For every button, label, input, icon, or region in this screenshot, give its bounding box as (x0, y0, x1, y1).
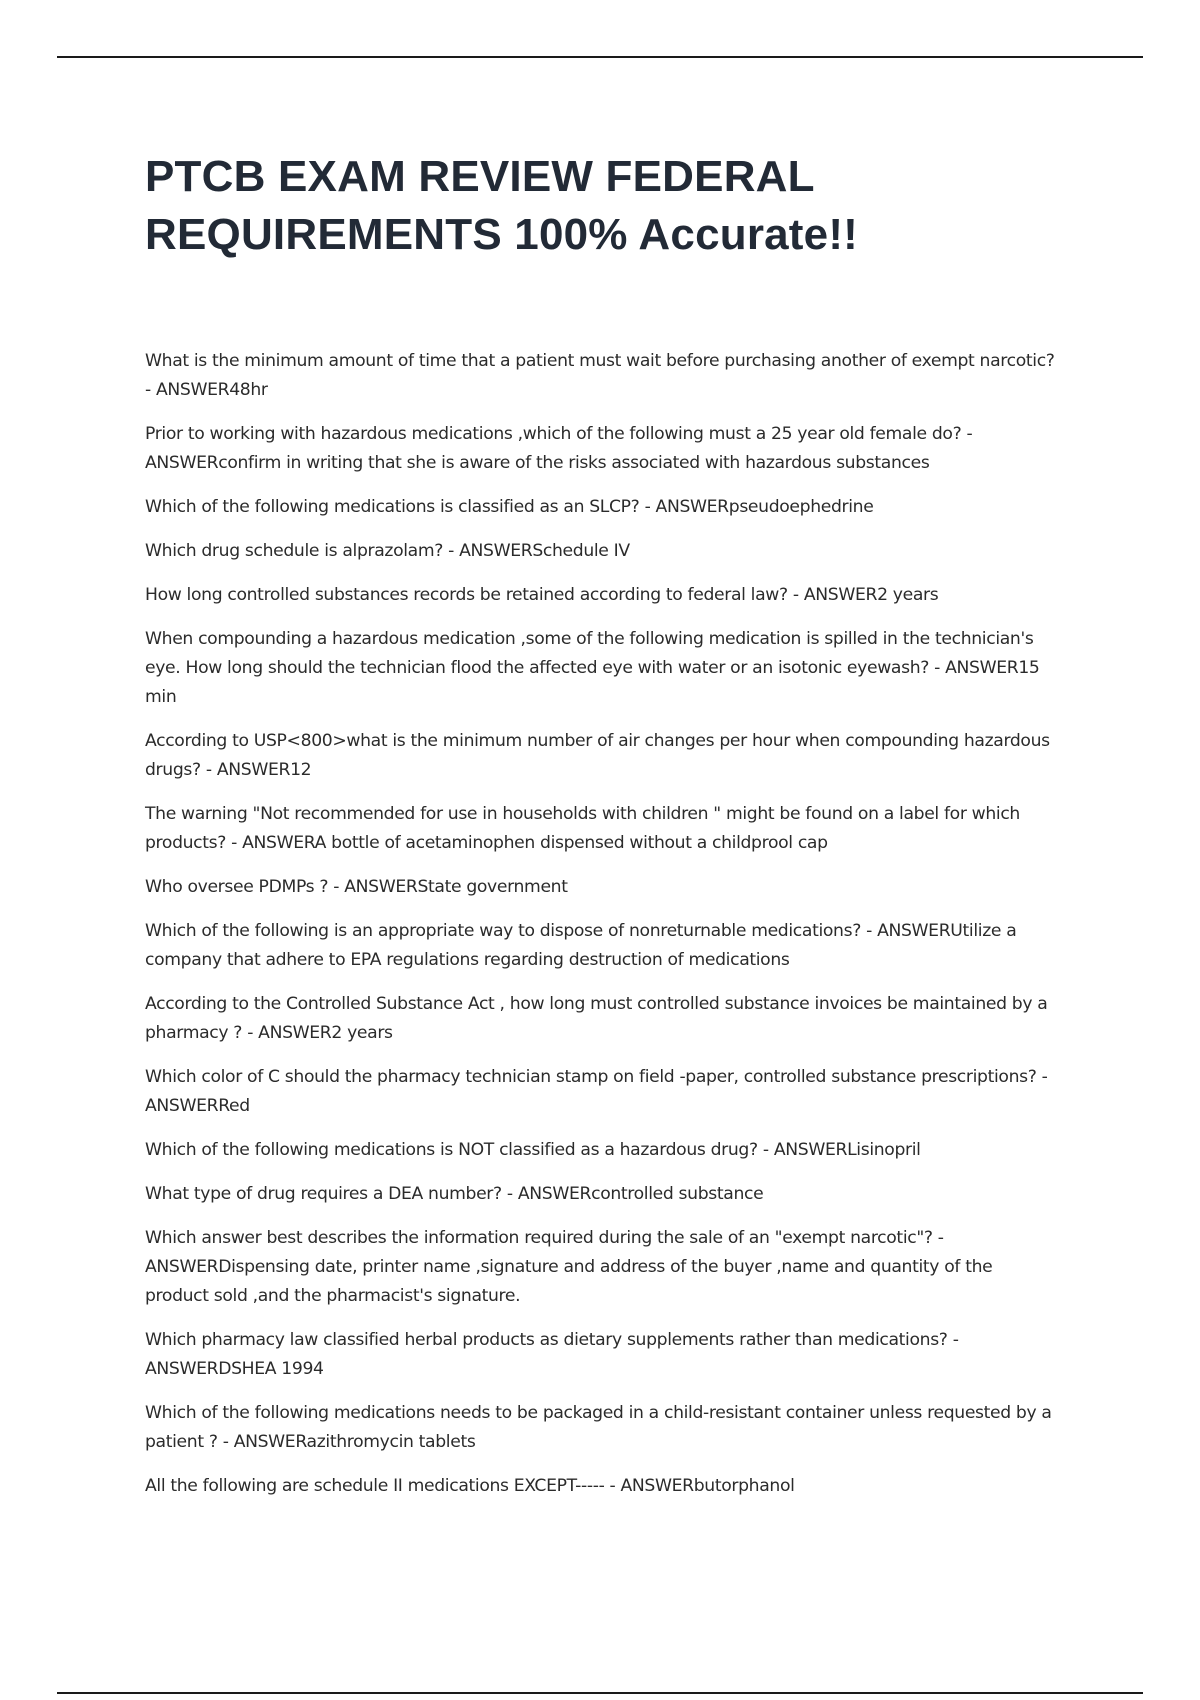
question-text: What type of drug requires a DEA number? (145, 1184, 502, 1204)
answer-separator: - ANSWER (217, 1432, 307, 1452)
question-text: Prior to working with hazardous medications ,which of the following must a 25 year old female do? (145, 424, 962, 444)
answer-text: 48hr (229, 380, 268, 400)
question-text: The warning "Not recommended for use in households with children " might be found on a label for which products? (145, 804, 1020, 853)
answer-text: butorphanol (693, 1476, 795, 1496)
answer-text: Utilize a company that adhere to EPA regulations regarding destruction of medications (145, 921, 1017, 970)
qa-item (145, 727, 1060, 785)
qa-item (145, 1399, 1060, 1457)
answer-text: azithromycin tablets (306, 1432, 476, 1452)
qa-item (145, 347, 1060, 405)
qa-item (145, 581, 1060, 610)
answer-text: 2 years (877, 585, 939, 605)
qa-item (145, 537, 1060, 566)
question-text: Which of the following is an appropriate way to dispose of nonreturnable medications? (145, 921, 861, 941)
answer-separator: - ANSWER (145, 424, 973, 473)
answer-separator: - ANSWER (757, 1140, 848, 1160)
answer-separator: - ANSWER (200, 760, 291, 780)
question-text: Which color of C should the pharmacy technician stamp on field -paper, controlled substance prescriptions? (145, 1067, 1037, 1087)
question-text: How long controlled substances records be retained according to federal law? (145, 585, 788, 605)
question-text: According to the Controlled Substance Act , how long must controlled substance invoices be maintained by a pharmacy ? (145, 994, 1048, 1043)
answer-text: Schedule IV (532, 541, 630, 561)
qa-item (145, 1472, 1060, 1501)
answer-separator: - ANSWER (787, 585, 878, 605)
answer-separator: - ANSWER (145, 1330, 959, 1379)
question-text: Which of the following medications is classified as an SLCP? (145, 497, 640, 517)
header-rule (57, 56, 1143, 58)
answer-separator: - ANSWER (929, 658, 1019, 678)
answer-separator: - ANSWER (145, 1228, 944, 1277)
answer-separator: - ANSWER (145, 380, 230, 400)
question-text: Which answer best describes the information required during the sale of an "exempt narcotic"? (145, 1228, 933, 1248)
question-text: Which of the following medications needs to be packaged in a child-resistant container unless requested by a patient ? (145, 1403, 1052, 1452)
answer-text: pseudoephedrine (728, 497, 874, 517)
answer-separator: - ANSWER (860, 921, 951, 941)
qa-item (145, 420, 1060, 478)
answer-separator: - ANSWER (328, 877, 418, 897)
question-text: Which drug schedule is alprazolam? (145, 541, 444, 561)
question-text: According to USP<800>what is the minimum number of air changes per hour when compounding hazardous drugs? (145, 731, 1050, 780)
qa-item (145, 1224, 1060, 1311)
qa-item (145, 873, 1060, 902)
answer-separator: - ANSWER (145, 1067, 1048, 1116)
qa-item (145, 1180, 1060, 1209)
answer-text: A bottle of acetaminophen dispensed without a childprool cap (314, 833, 828, 853)
answer-text: Red (218, 1096, 250, 1116)
question-text: All the following are schedule II medications EXCEPT----- (145, 1476, 605, 1496)
qa-item (145, 625, 1060, 712)
qa-item (145, 1063, 1060, 1121)
answer-text: 12 (290, 760, 312, 780)
answer-separator: - ANSWER (242, 1023, 332, 1043)
answer-separator: - ANSWER (501, 1184, 592, 1204)
answer-separator: - ANSWER (604, 1476, 694, 1496)
page-title: PTCB EXAM REVIEW FEDERAL REQUIREMENTS 100% Accurate!! (145, 152, 859, 259)
qa-item (145, 917, 1060, 975)
answer-text: Lisinopril (847, 1140, 921, 1160)
qa-item (145, 800, 1060, 858)
answer-text: Dispensing date, printer name ,signature and address of the buyer ,name and quantity of the product sold ,and the pharmacist's signature. (145, 1257, 993, 1306)
answer-text: 15 min (145, 658, 1040, 707)
answer-text: 2 years (331, 1023, 393, 1043)
qa-list (145, 347, 1060, 1516)
answer-text: confirm in writing that she is aware of the risks associated with hazardous substances (218, 453, 930, 473)
question-text: When compounding a hazardous medication ,some of the following medication is spilled in the technician's eye. How long should the technician flood the affected eye with water or an isotonic eyewash? (145, 629, 1034, 678)
answer-text: DSHEA 1994 (218, 1359, 324, 1379)
qa-item (145, 1326, 1060, 1384)
qa-item (145, 1136, 1060, 1165)
answer-separator: - ANSWER (443, 541, 533, 561)
question-text: Which pharmacy law classified herbal products as dietary supplements rather than medications? (145, 1330, 948, 1350)
answer-text: controlled substance (591, 1184, 764, 1204)
question-text: What is the minimum amount of time that a patient must wait before purchasing another of exempt narcotic? (145, 351, 1055, 371)
qa-item (145, 990, 1060, 1048)
question-text: Who oversee PDMPs ? (145, 877, 329, 897)
footer-rule (57, 1692, 1143, 1694)
answer-separator: - ANSWER (226, 833, 315, 853)
answer-separator: - ANSWER (639, 497, 729, 517)
qa-item (145, 493, 1060, 522)
answer-text: State government (417, 877, 568, 897)
question-text: Which of the following medications is NOT classified as a hazardous drug? (145, 1140, 758, 1160)
